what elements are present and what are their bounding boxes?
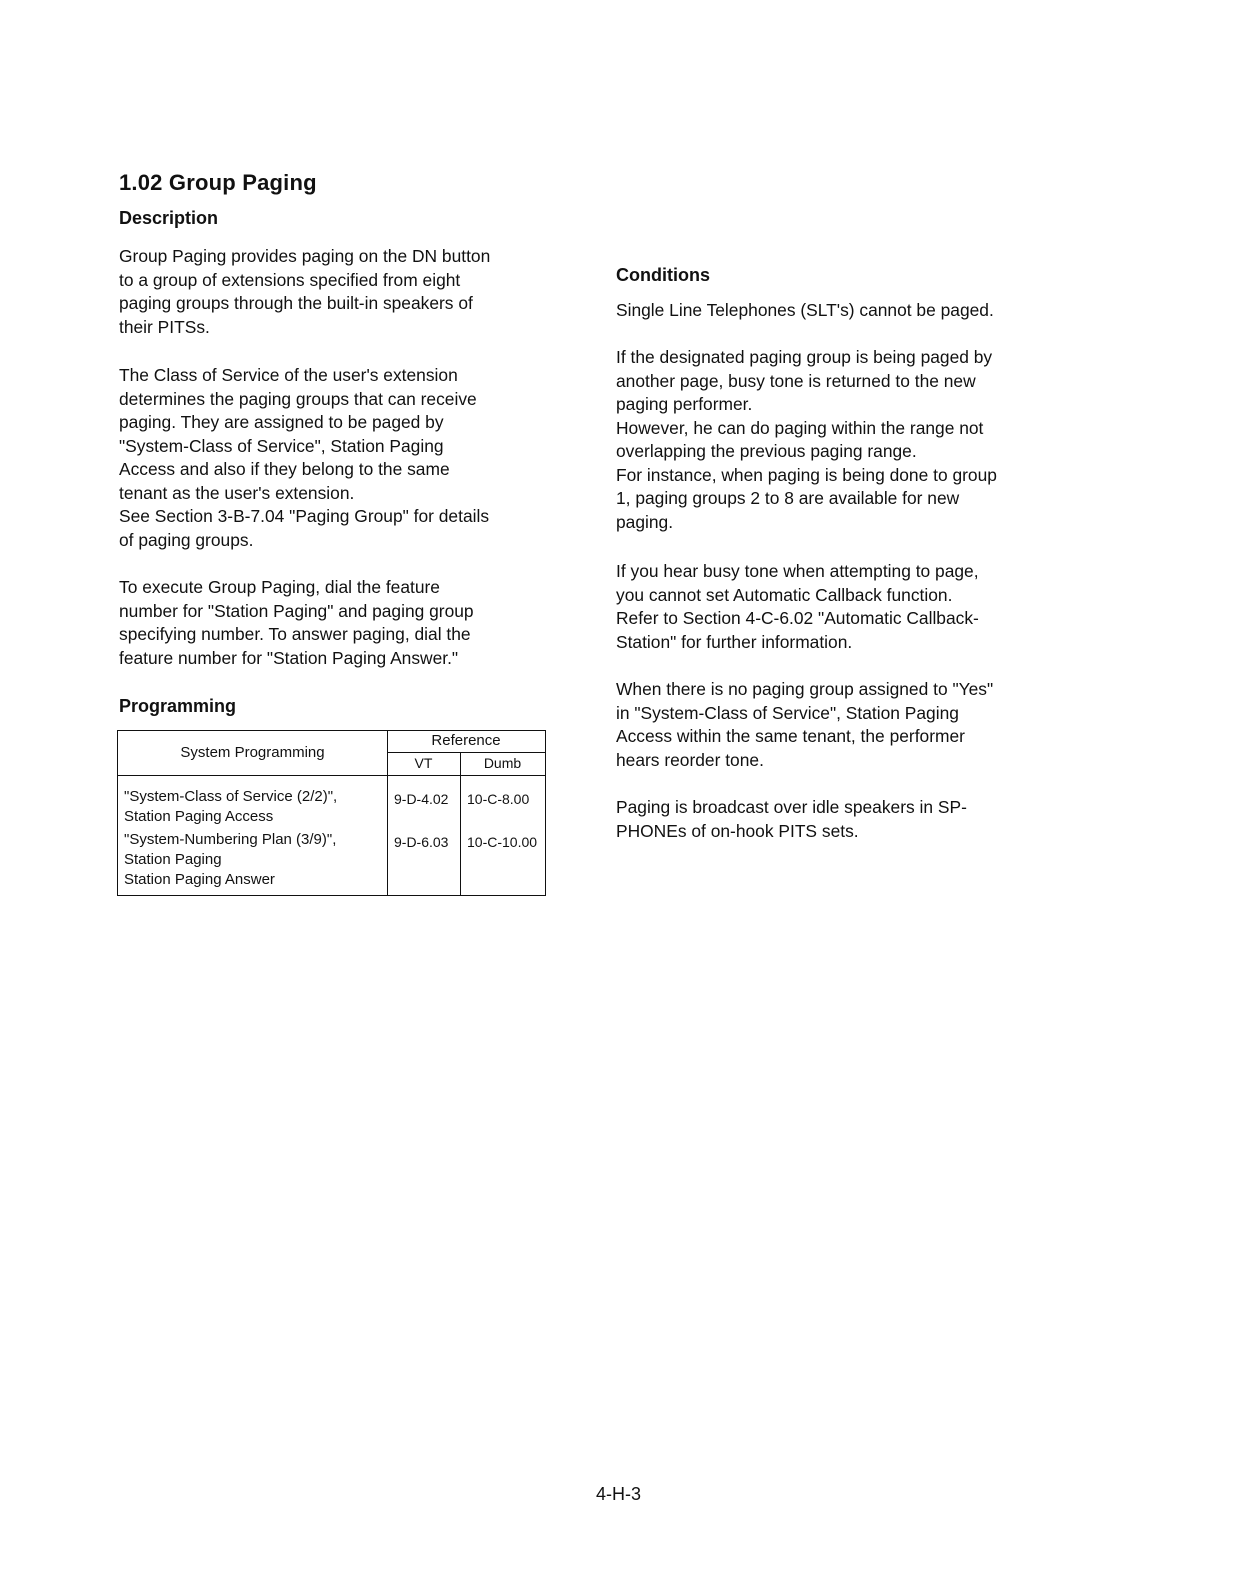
description-text: Group Paging provides paging on the DN button to a group of extensions specified from eight paging groups through the built-in speakers of their PITSs.	[119, 246, 491, 337]
description-heading: Description	[119, 208, 219, 228]
conditions-heading: Conditions	[616, 265, 710, 285]
table-cell-vt: 9-D-4.02	[394, 791, 449, 807]
conditions-paragraph-3	[616, 560, 1061, 654]
description-paragraph-3	[119, 576, 549, 670]
conditions-text: If you hear busy tone when attempting to page, you cannot set Automatic Callback function. Refer to Section 4-C-6.02 "Automatic Callback- Station" for further information.	[616, 561, 979, 652]
conditions-paragraph-2	[616, 346, 1061, 534]
description-paragraph-1	[119, 245, 549, 339]
programming-heading: Programming	[119, 696, 237, 716]
conditions-text: Single Line Telephones (SLT's) cannot be paged.	[616, 300, 994, 320]
table-header-reference: Reference	[431, 732, 501, 749]
description-text: To execute Group Paging, dial the feature number for "Station Paging" and paging group specifying number. To answer paging, dial the feature number for "Station Paging Answer."	[119, 577, 474, 668]
conditions-paragraph-1	[616, 299, 1061, 323]
conditions-text: If the designated paging group is being paged by another page, busy tone is returned to the new paging performer. However, he can do paging within the range not overlapping the previous paging range. For instance, when paging is being done to group 1, paging groups 2 to 8 are available for new paging.	[616, 347, 997, 532]
table-divider	[460, 752, 461, 895]
table-header-system-programming: System Programming	[180, 744, 325, 761]
section-title: 1.02 Group Paging	[119, 170, 317, 195]
description-paragraph-2	[119, 364, 549, 552]
table-cell-dumb: 10-C-8.00	[467, 791, 530, 807]
conditions-text: When there is no paging group assigned to "Yes" in "System-Class of Service", Station Paging Access within the same tenant, the performer hears reorder tone.	[616, 679, 994, 770]
table-cell-vt: 9-D-6.03	[394, 834, 449, 850]
page-number: 4-H-3	[595, 1484, 641, 1504]
table-cell-system: "System-Numbering Plan (3/9)", Station Paging Station Paging Answer	[124, 831, 337, 888]
conditions-paragraph-5	[616, 796, 1061, 843]
programming-table	[117, 730, 546, 896]
table-cell-system: "System-Class of Service (2/2)", Station Paging Access	[124, 788, 338, 825]
conditions-text: Paging is broadcast over idle speakers in SP- PHONEs of on-hook PITS sets.	[616, 797, 967, 841]
table-cell-dumb: 10-C-10.00	[467, 834, 538, 850]
table-divider	[118, 775, 545, 776]
table-header-vt: VT	[414, 755, 433, 771]
conditions-paragraph-4	[616, 678, 1061, 772]
table-header-dumb: Dumb	[483, 755, 522, 771]
description-text: The Class of Service of the user's extension determines the paging groups that can receive paging. They are assigned to be paged by "System-Class of Service", Station Paging Access and also if they belong to the same tenant as the user's extension. See Section 3-B-7.04 "Paging Group" for details of paging groups.	[119, 365, 490, 550]
